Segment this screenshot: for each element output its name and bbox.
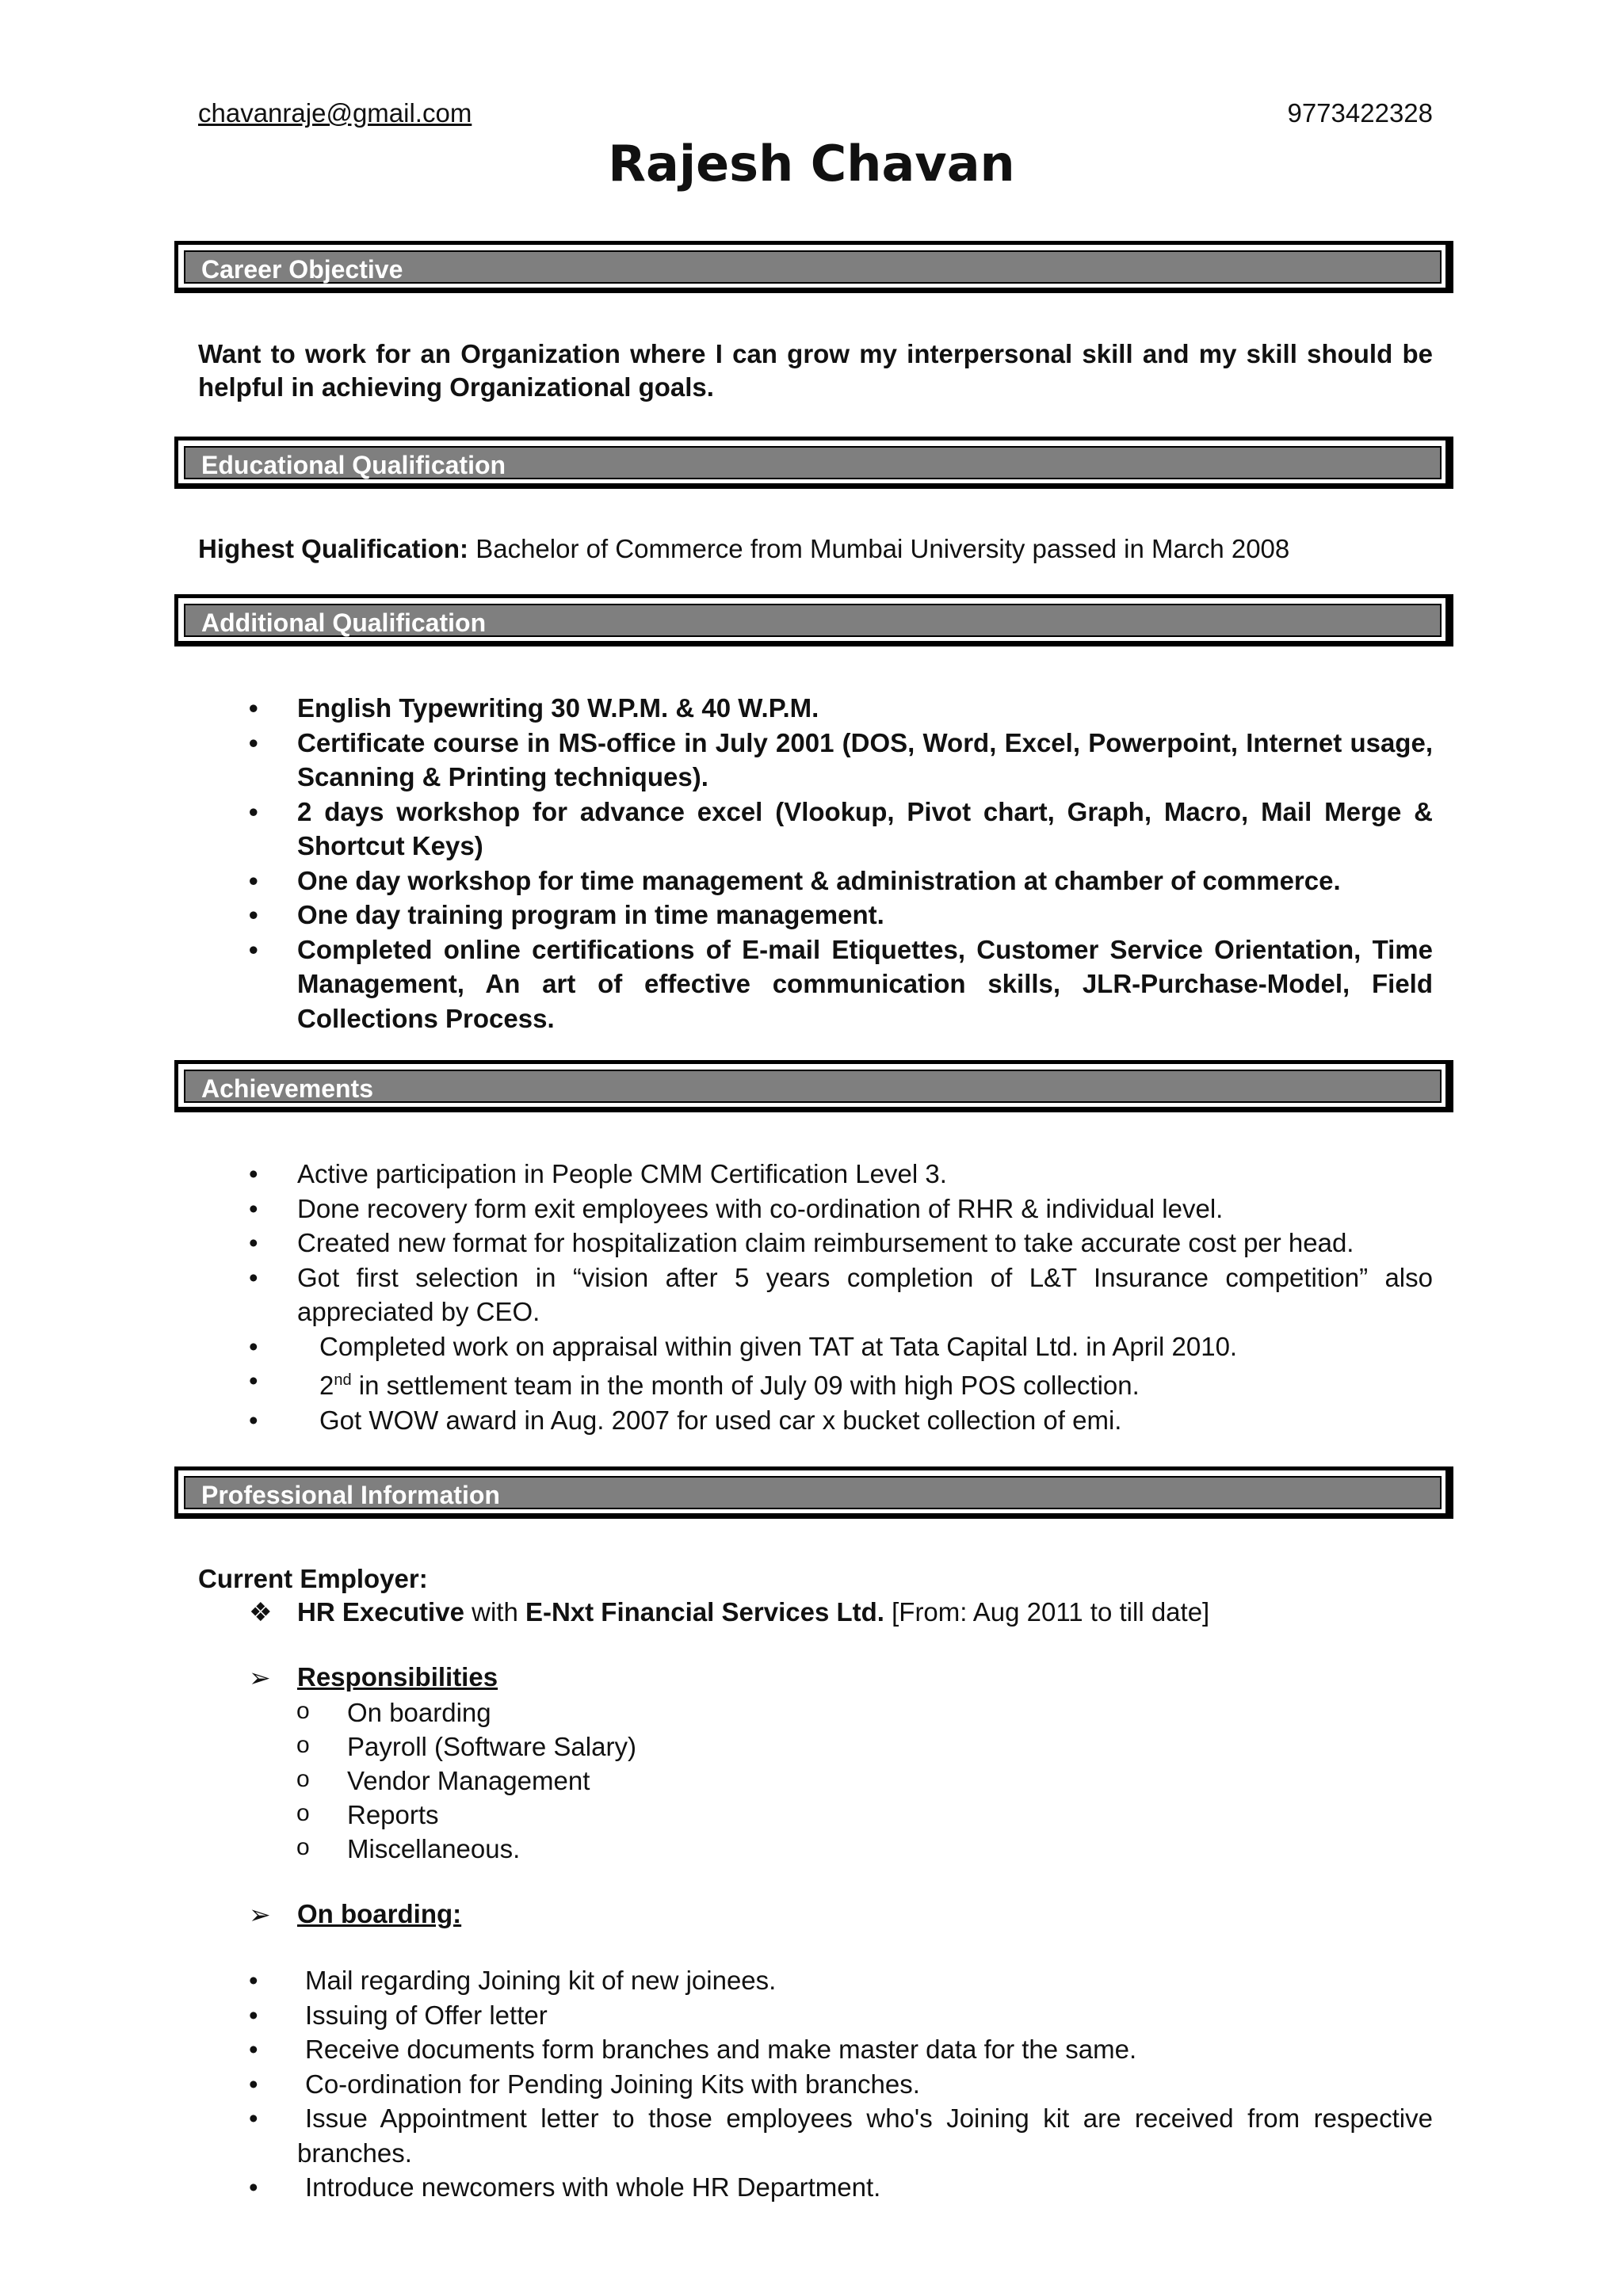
list-item: o Reports	[198, 1798, 1433, 1832]
bullet-icon: •	[249, 2035, 258, 2064]
bullet-icon: •	[249, 2172, 258, 2202]
list-item: • Done recovery form exit employees with co-ordination of RHR & individual level.	[198, 1192, 1433, 1226]
bullet-icon: •	[249, 727, 258, 757]
list-item: • Receive documents form branches and make master data for the same.	[198, 2032, 1433, 2067]
circle-bullet-icon: o	[296, 1834, 310, 1860]
bullet-icon: •	[249, 1159, 258, 1188]
list-item: o Payroll (Software Salary)	[198, 1730, 1433, 1764]
role-title: HR Executive	[297, 1597, 464, 1627]
arrow-bullet-icon: ➢	[249, 1900, 271, 1929]
section-title: Additional Qualification	[184, 604, 1442, 637]
responsibilities-list	[198, 1695, 1433, 1866]
list-item: o Miscellaneous.	[198, 1832, 1433, 1866]
list-item: • Completed work on appraisal within given TAT at Tata Capital Ltd. in April 2010.	[198, 1329, 1433, 1364]
arrow-bullet-icon: ➢	[249, 1663, 271, 1692]
section-header-additional	[174, 594, 1453, 646]
list-item: • Issue Appointment letter to those employees who's Joining kit are received from respective branches.	[198, 2101, 1433, 2170]
qualification-label: Highest Qualification:	[198, 534, 469, 563]
bullet-icon: •	[249, 2103, 258, 2133]
email-link[interactable]: chavanraje@gmail.com	[198, 98, 472, 128]
section-header-professional	[174, 1466, 1453, 1519]
circle-bullet-icon: o	[296, 1766, 310, 1792]
list-item: • Got WOW award in Aug. 2007 for used car x bucket collection of emi.	[198, 1403, 1433, 1438]
bullet-icon: •	[249, 1405, 258, 1435]
section-header-achievements	[174, 1060, 1453, 1112]
resume-page: chavanraje@gmail.com 9773422328 Rajesh Chavan Career Objective Want to work for an Organization where I can grow my interpersonal skill and my skill should be helpful in achieving Organizational goals. Educational Qualification Highest Qualification: Bachelor of Commerce from Mumbai University passed in March 2008 Additional Qualification • English Typewriting 30 W.P.M. & 40 W.P.M. • Certificate course in MS-office in July 2001 (DOS, Word, Excel, Powerpoint, Internet usage, Scanning & Printing techniques). • 2 days workshop for advance excel (Vlookup, Pivot chart, Graph, Macro, Mail Merge & Shortcut Keys) • One day workshop for time management & administration at chamber of commerce. • One day training program in time management. • Completed online certifications of E-mail Etiquettes, Customer Service Orientation, Time Management, An art of effective communication skills, JLR-Purchase-Model, Field Collections Process. Achievements • Active participation in People CMM Certification Level 3. • Done recovery form exit employees with co-ordination of RHR & individual level. • Created new format for hospitalization claim reimbursement to take accurate cost per head. • Got first selection in “vision after 5 years completion of L&T Insurance competition” also appreciated by CEO. • Completed work on appraisal within given TAT at Tata Capital Ltd. in April 2010. • 2nd in settlement team in the month of July 09 with high POS collection. • Got WOW award in Aug. 2007 for used car x bucket collection of emi. Professional Information Current Employer: ❖ HR Executive with E-Nxt Financial Services Ltd. [From: Aug 2011 to till date] ➢ Responsibilities o On boarding o Payroll (Software Salary) o Vendor Management o Reports o Miscellaneous. ➢ On boarding: • Mail regarding Joining kit of new joinees. • Issuing of Offer letter • Receive documents form branches and make master data for the same. • Co-ordination for Pending Joining Kits with branches. • Issue Appointment letter to those employees who's Joining kit are received from respective branches. • Introduce newcomers with whole HR Department.	[0, 0, 1623, 2296]
employment-period: [From: Aug 2011 to till date]	[884, 1597, 1210, 1627]
bullet-icon: •	[249, 1331, 258, 1361]
section-title: Career Objective	[184, 250, 1442, 284]
section-title: Professional Information	[184, 1476, 1442, 1509]
company-name: E-Nxt Financial Services Ltd.	[525, 1597, 884, 1627]
achievements-list	[198, 1157, 1433, 1437]
onboarding-list	[198, 1963, 1433, 2205]
list-item: • Active participation in People CMM Certification Level 3.	[198, 1157, 1433, 1192]
list-item: • Got first selection in “vision after 5 years completion of L&T Insurance competition” also appreciated by CEO.	[198, 1261, 1433, 1329]
list-item: • Mail regarding Joining kit of new joinees.	[198, 1963, 1433, 1998]
current-role: ❖ HR Executive with E-Nxt Financial Services Ltd. [From: Aug 2011 to till date]	[198, 1596, 1433, 1629]
list-item: • Certificate course in MS-office in July 2001 (DOS, Word, Excel, Powerpoint, Internet usage, Scanning & Printing techniques).	[198, 726, 1433, 795]
list-item: • 2nd in settlement team in the month of July 09 with high POS collection.	[198, 1363, 1433, 1403]
highest-qualification	[198, 532, 1433, 566]
list-item: • Issuing of Offer letter	[198, 1998, 1433, 2033]
bullet-icon: •	[249, 865, 258, 895]
bullet-icon: •	[249, 2069, 258, 2099]
bullet-icon: •	[249, 1262, 258, 1292]
current-employer-label: Current Employer:	[198, 1564, 428, 1593]
bullet-icon: •	[249, 1366, 258, 1395]
bullet-icon: •	[249, 1193, 258, 1223]
bullet-icon: •	[249, 934, 258, 964]
circle-bullet-icon: o	[296, 1732, 310, 1758]
list-item: • Completed online certifications of E-mail Etiquettes, Customer Service Orientation, Time Management, An art of effective communication skills, JLR-Purchase-Model, Field Collections Process.	[198, 933, 1433, 1036]
section-title: Educational Qualification	[184, 446, 1442, 479]
list-item: • One day workshop for time management & administration at chamber of commerce.	[198, 864, 1433, 898]
circle-bullet-icon: o	[296, 1800, 310, 1826]
bullet-icon: •	[249, 796, 258, 826]
qualification-text: Bachelor of Commerce from Mumbai University passed in March 2008	[468, 534, 1290, 563]
diamond-bullet-icon: ❖	[249, 1597, 273, 1627]
list-item: • Created new format for hospitalization claim reimbursement to take accurate cost per head.	[198, 1226, 1433, 1261]
section-header-career-objective	[174, 241, 1453, 293]
phone-number: 9773422328	[1287, 98, 1433, 128]
list-item: • English Typewriting 30 W.P.M. & 40 W.P.M.	[198, 691, 1433, 726]
list-item: • One day training program in time management.	[198, 898, 1433, 933]
candidate-name: Rajesh Chavan	[608, 135, 1015, 193]
bullet-icon: •	[249, 693, 258, 723]
bullet-icon: •	[249, 2000, 258, 2030]
circle-bullet-icon: o	[296, 1698, 310, 1724]
bullet-icon: •	[249, 1228, 258, 1257]
bullet-icon: •	[249, 1966, 258, 1995]
career-objective-text: Want to work for an Organization where I can grow my interpersonal skill and my skill should be helpful in achieving Organizational goals.	[198, 339, 1433, 402]
bullet-icon: •	[249, 900, 258, 929]
section-header-education	[174, 437, 1453, 489]
list-item: • Co-ordination for Pending Joining Kits with branches.	[198, 2067, 1433, 2102]
list-item: • 2 days workshop for advance excel (Vlookup, Pivot chart, Graph, Macro, Mail Merge & Shortcut Keys)	[198, 795, 1433, 864]
list-item: o Vendor Management	[198, 1764, 1433, 1798]
list-item: • Introduce newcomers with whole HR Department.	[198, 2170, 1433, 2205]
list-item: o On boarding	[198, 1695, 1433, 1730]
additional-qualification-list	[198, 691, 1433, 1035]
section-title: Achievements	[184, 1070, 1442, 1103]
